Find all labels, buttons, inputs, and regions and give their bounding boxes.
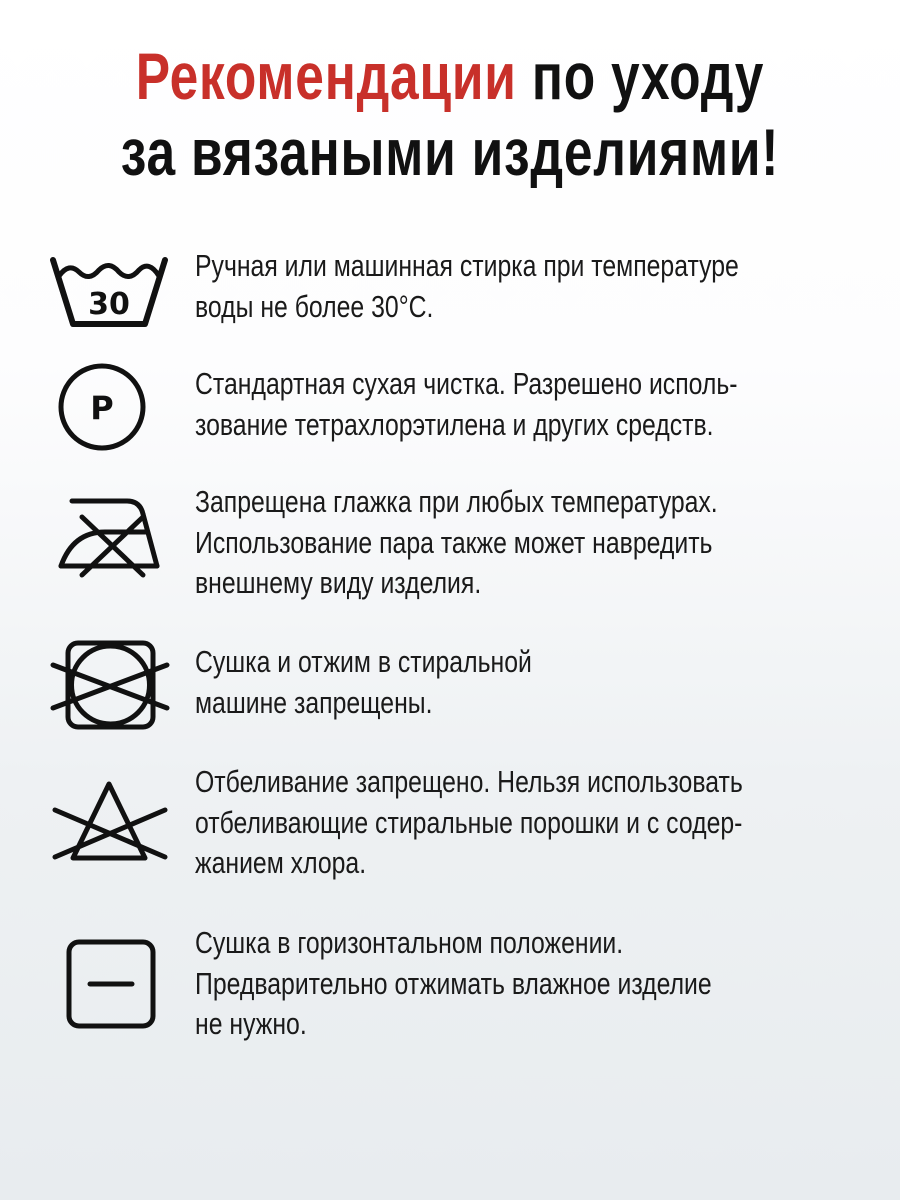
text-line: Отбеливание запрещено. Нельзя использовать bbox=[195, 764, 743, 799]
text-line: отбеливающие стиральные порошки и с содер- bbox=[195, 804, 743, 840]
text-line: Стандартная сухая чистка. Разрешено исполь- bbox=[195, 366, 738, 401]
title-line-2: за вязаными изделиями! bbox=[120, 115, 780, 189]
text-line: машине запрещены. bbox=[195, 684, 433, 720]
text-line: Предварительно отжимать влажное изделие bbox=[195, 965, 712, 1001]
title-rest: по уходу bbox=[531, 39, 765, 113]
text-line: воды не более 30°C. bbox=[195, 288, 434, 324]
text-line: Ручная или машинная стирка при температуре bbox=[195, 248, 739, 283]
care-text bbox=[195, 482, 900, 604]
text-line: внешнему виду изделия. bbox=[195, 565, 482, 600]
dry-flat-icon bbox=[45, 934, 170, 1034]
care-text bbox=[195, 364, 900, 445]
title-line-1 bbox=[99, 38, 801, 114]
text-line: Использование пара также может навредить bbox=[195, 524, 713, 560]
wash-temp-label: 30 bbox=[88, 287, 130, 322]
page-title bbox=[0, 38, 900, 190]
no-ironing-icon bbox=[45, 496, 170, 596]
no-bleach-icon bbox=[45, 772, 170, 872]
text-line: жанием хлора. bbox=[195, 845, 367, 880]
care-text bbox=[195, 246, 900, 327]
dry-clean-label: P bbox=[90, 389, 114, 427]
care-text bbox=[195, 642, 900, 723]
title-accent: Рекомендации bbox=[135, 39, 517, 113]
text-line: Сушка и отжим в стиральной bbox=[195, 644, 532, 679]
text-line: Запрещена глажка при любых температурах. bbox=[195, 484, 718, 519]
care-text bbox=[195, 923, 900, 1045]
dry-clean-p-icon bbox=[45, 357, 170, 457]
no-tumble-dry-icon bbox=[45, 635, 170, 735]
care-text bbox=[195, 762, 900, 884]
wash-30-icon bbox=[45, 246, 170, 346]
text-line: зование тетрахлорэтилена и других средств. bbox=[195, 406, 714, 442]
text-line: Сушка в горизонтальном положении. bbox=[195, 925, 624, 960]
text-line: не нужно. bbox=[195, 1006, 307, 1041]
